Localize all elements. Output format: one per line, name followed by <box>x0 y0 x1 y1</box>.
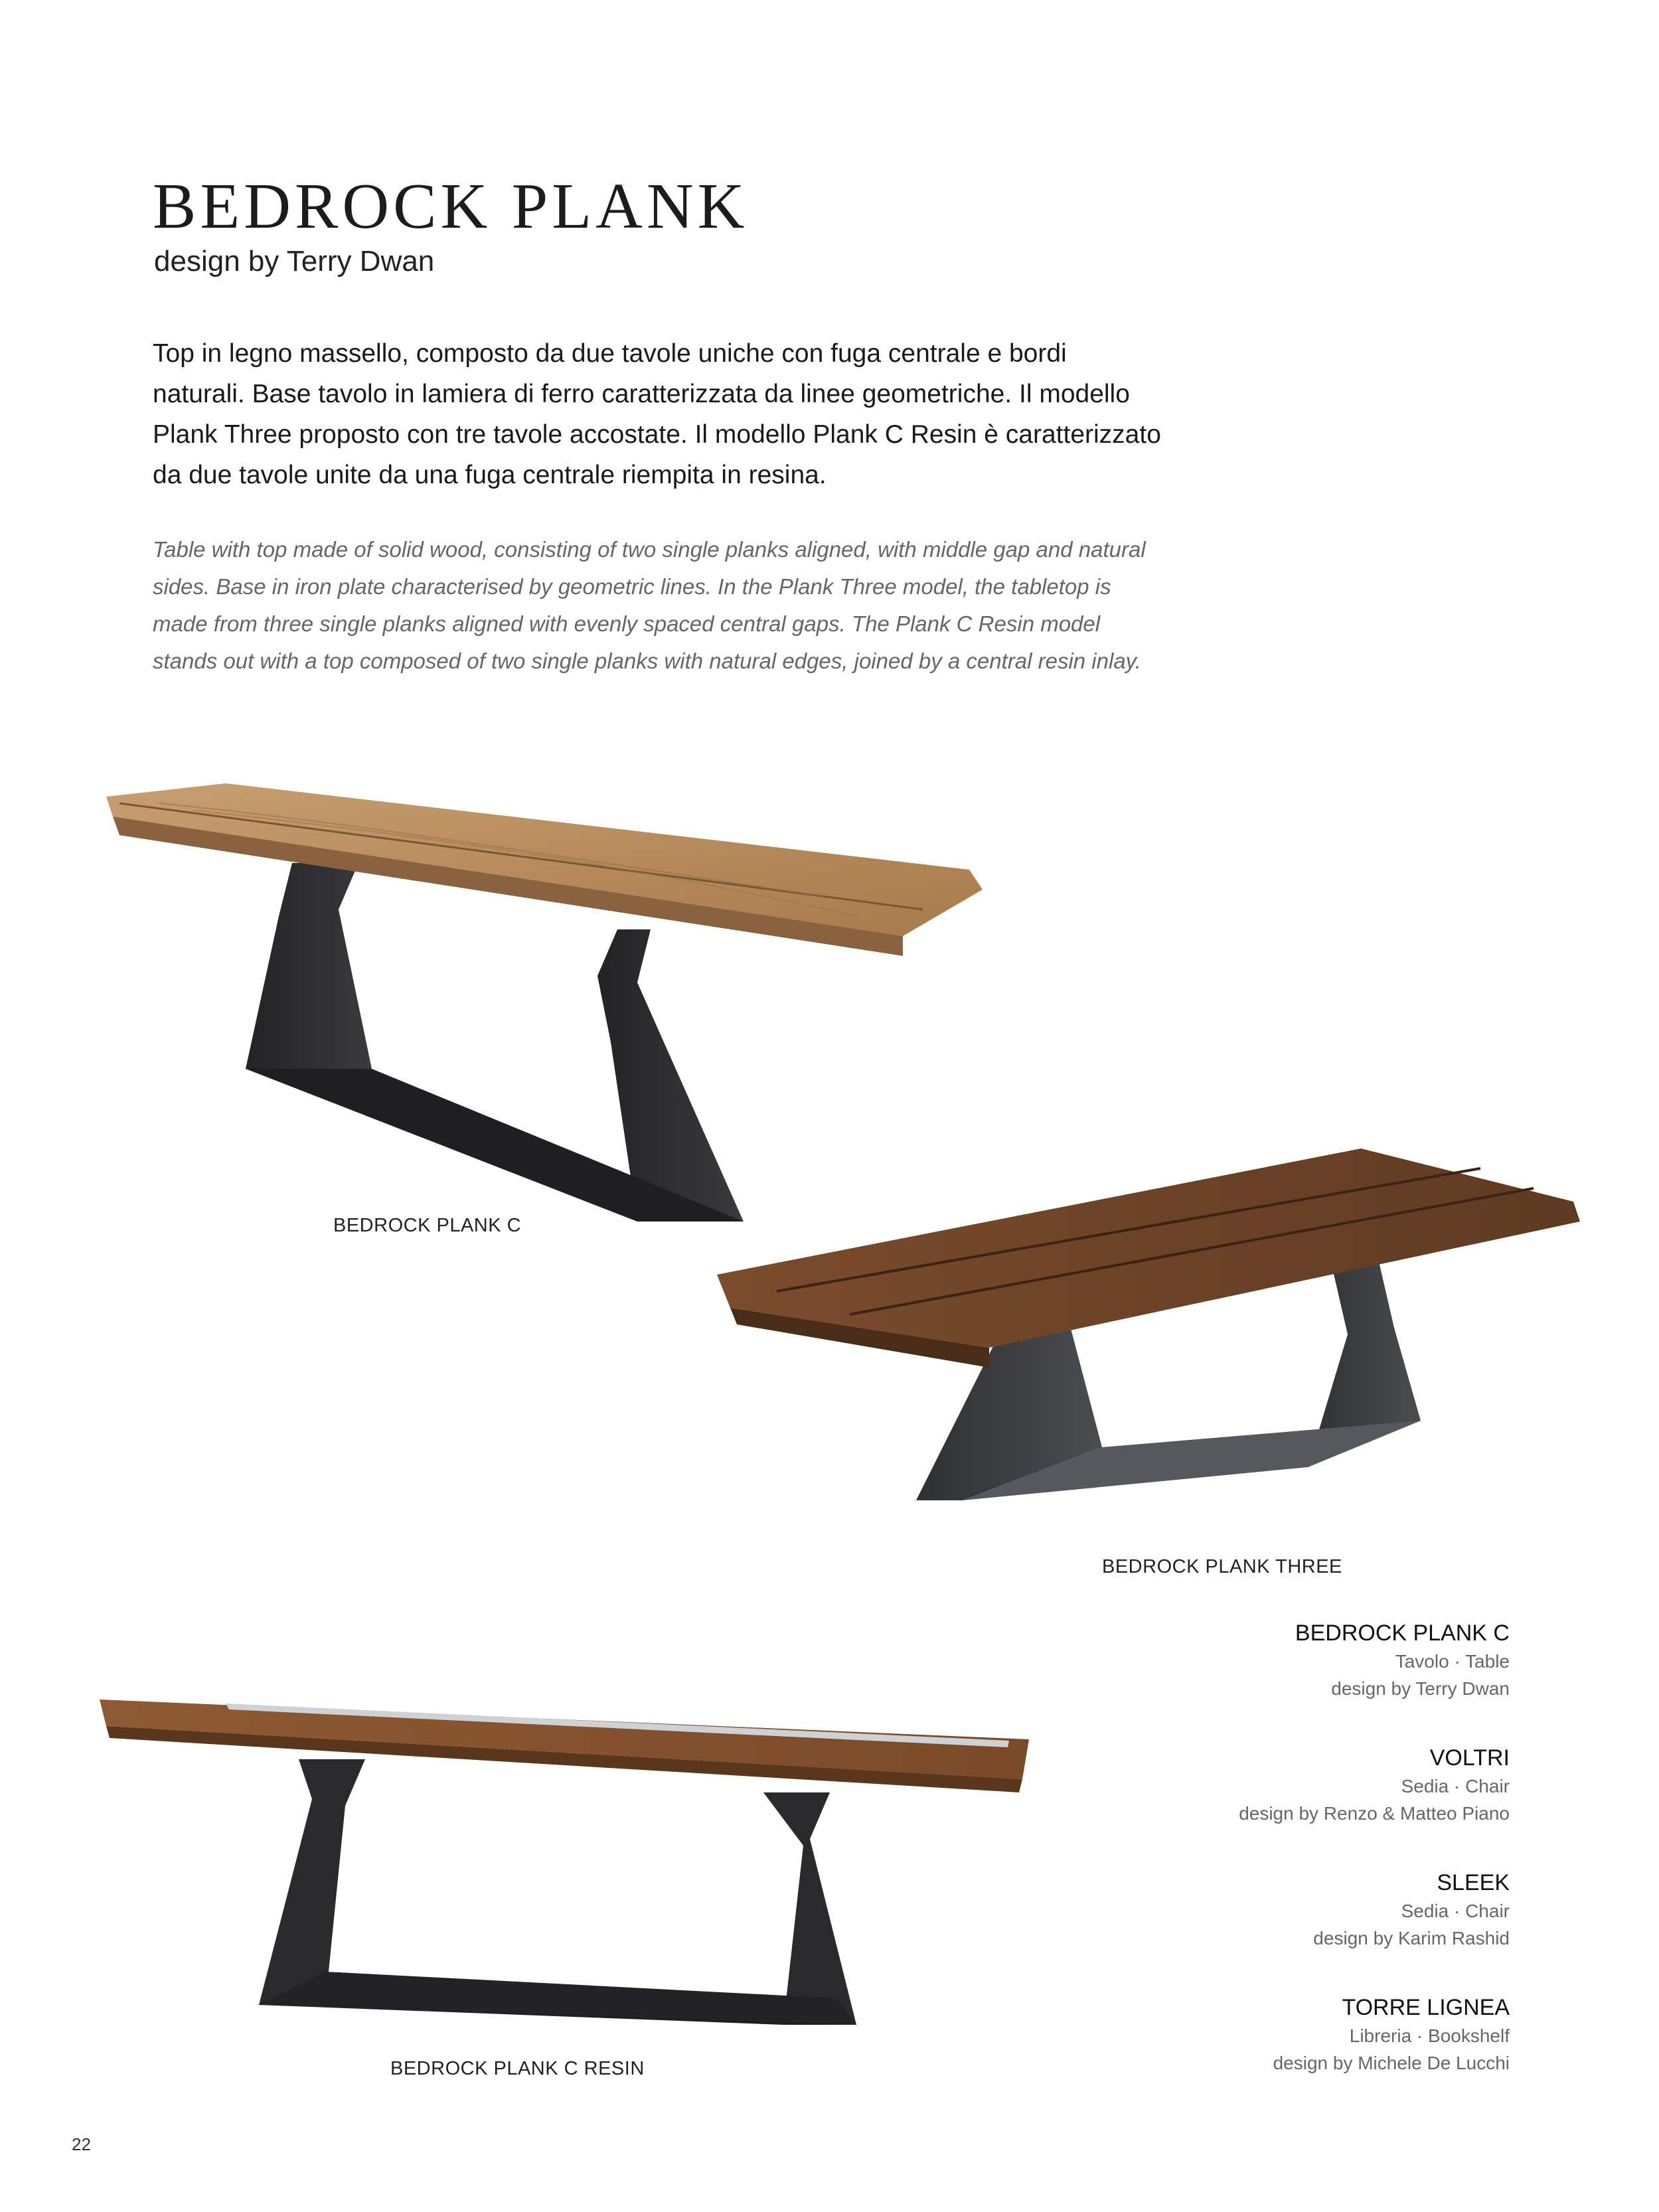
product-name: BEDROCK PLANK C <box>1295 1620 1510 1646</box>
tabletop <box>106 783 983 956</box>
product-type: Libreria · Bookshelf <box>1349 2025 1510 2046</box>
product-type: Sedia · Chair <box>1401 1901 1510 1921</box>
product-type: Tavolo · Table <box>1395 1651 1510 1672</box>
description-english: Table with top made of solid wood, consisting of two single planks aligned, with middle gap and natural sides. Base in iron plate characterised by geometric lines. In the Plank Three model, the tabletop is made from three single planks aligned with evenly spaced central gaps. The Plank C Resin model stands out with a top composed of two single planks with natural edges, joined by a central resin inlay. <box>153 537 1146 673</box>
page-number: 22 <box>72 2134 91 2154</box>
product-designer: design by Terry Dwan <box>1331 1678 1510 1699</box>
page-title: BEDROCK PLANK <box>153 171 749 242</box>
product-name: VOLTRI <box>1429 1745 1510 1771</box>
tabletop <box>717 1148 1580 1368</box>
table-photo-plank-three <box>697 1129 1593 1540</box>
table-base <box>259 1759 856 2025</box>
product-designer: design by Michele De Lucchi <box>1273 2053 1510 2073</box>
product-entry <box>1005 1743 1510 1827</box>
tabletop <box>100 1699 1029 1792</box>
product-name: SLEEK <box>1437 1870 1510 1895</box>
photo-caption-plank-c: BEDROCK PLANK C <box>333 1215 522 1236</box>
product-credits-list <box>1005 1619 1510 2118</box>
photo-caption-plank-three: BEDROCK PLANK THREE <box>1102 1556 1342 1577</box>
designer-credit: design by Terry Dwan <box>154 245 435 277</box>
product-designer: design by Renzo & Matteo Piano <box>1239 1803 1510 1824</box>
product-name: TORRE LIGNEA <box>1342 1995 1510 2020</box>
product-type: Sedia · Chair <box>1401 1776 1510 1796</box>
product-entry <box>1005 1993 1510 2077</box>
photo-caption-plank-c-resin: BEDROCK PLANK C RESIN <box>390 2058 645 2079</box>
product-designer: design by Karim Rashid <box>1313 1928 1510 1948</box>
table-photo-plank-c-resin <box>93 1686 1049 2058</box>
product-entry <box>1005 1619 1510 1702</box>
description-italian: Top in legno massello, composto da due tavole uniche con fuga centrale e bordi naturali. Base tavolo in lamiera di ferro caratterizzata da linee geometriche. Il modello Plank Three proposto con tre tavole accostate. Il modello Plank C Resin è caratterizzato da due tavole unite da una fuga centrale riempita in resina. <box>153 339 1161 489</box>
product-entry <box>1005 1868 1510 1952</box>
